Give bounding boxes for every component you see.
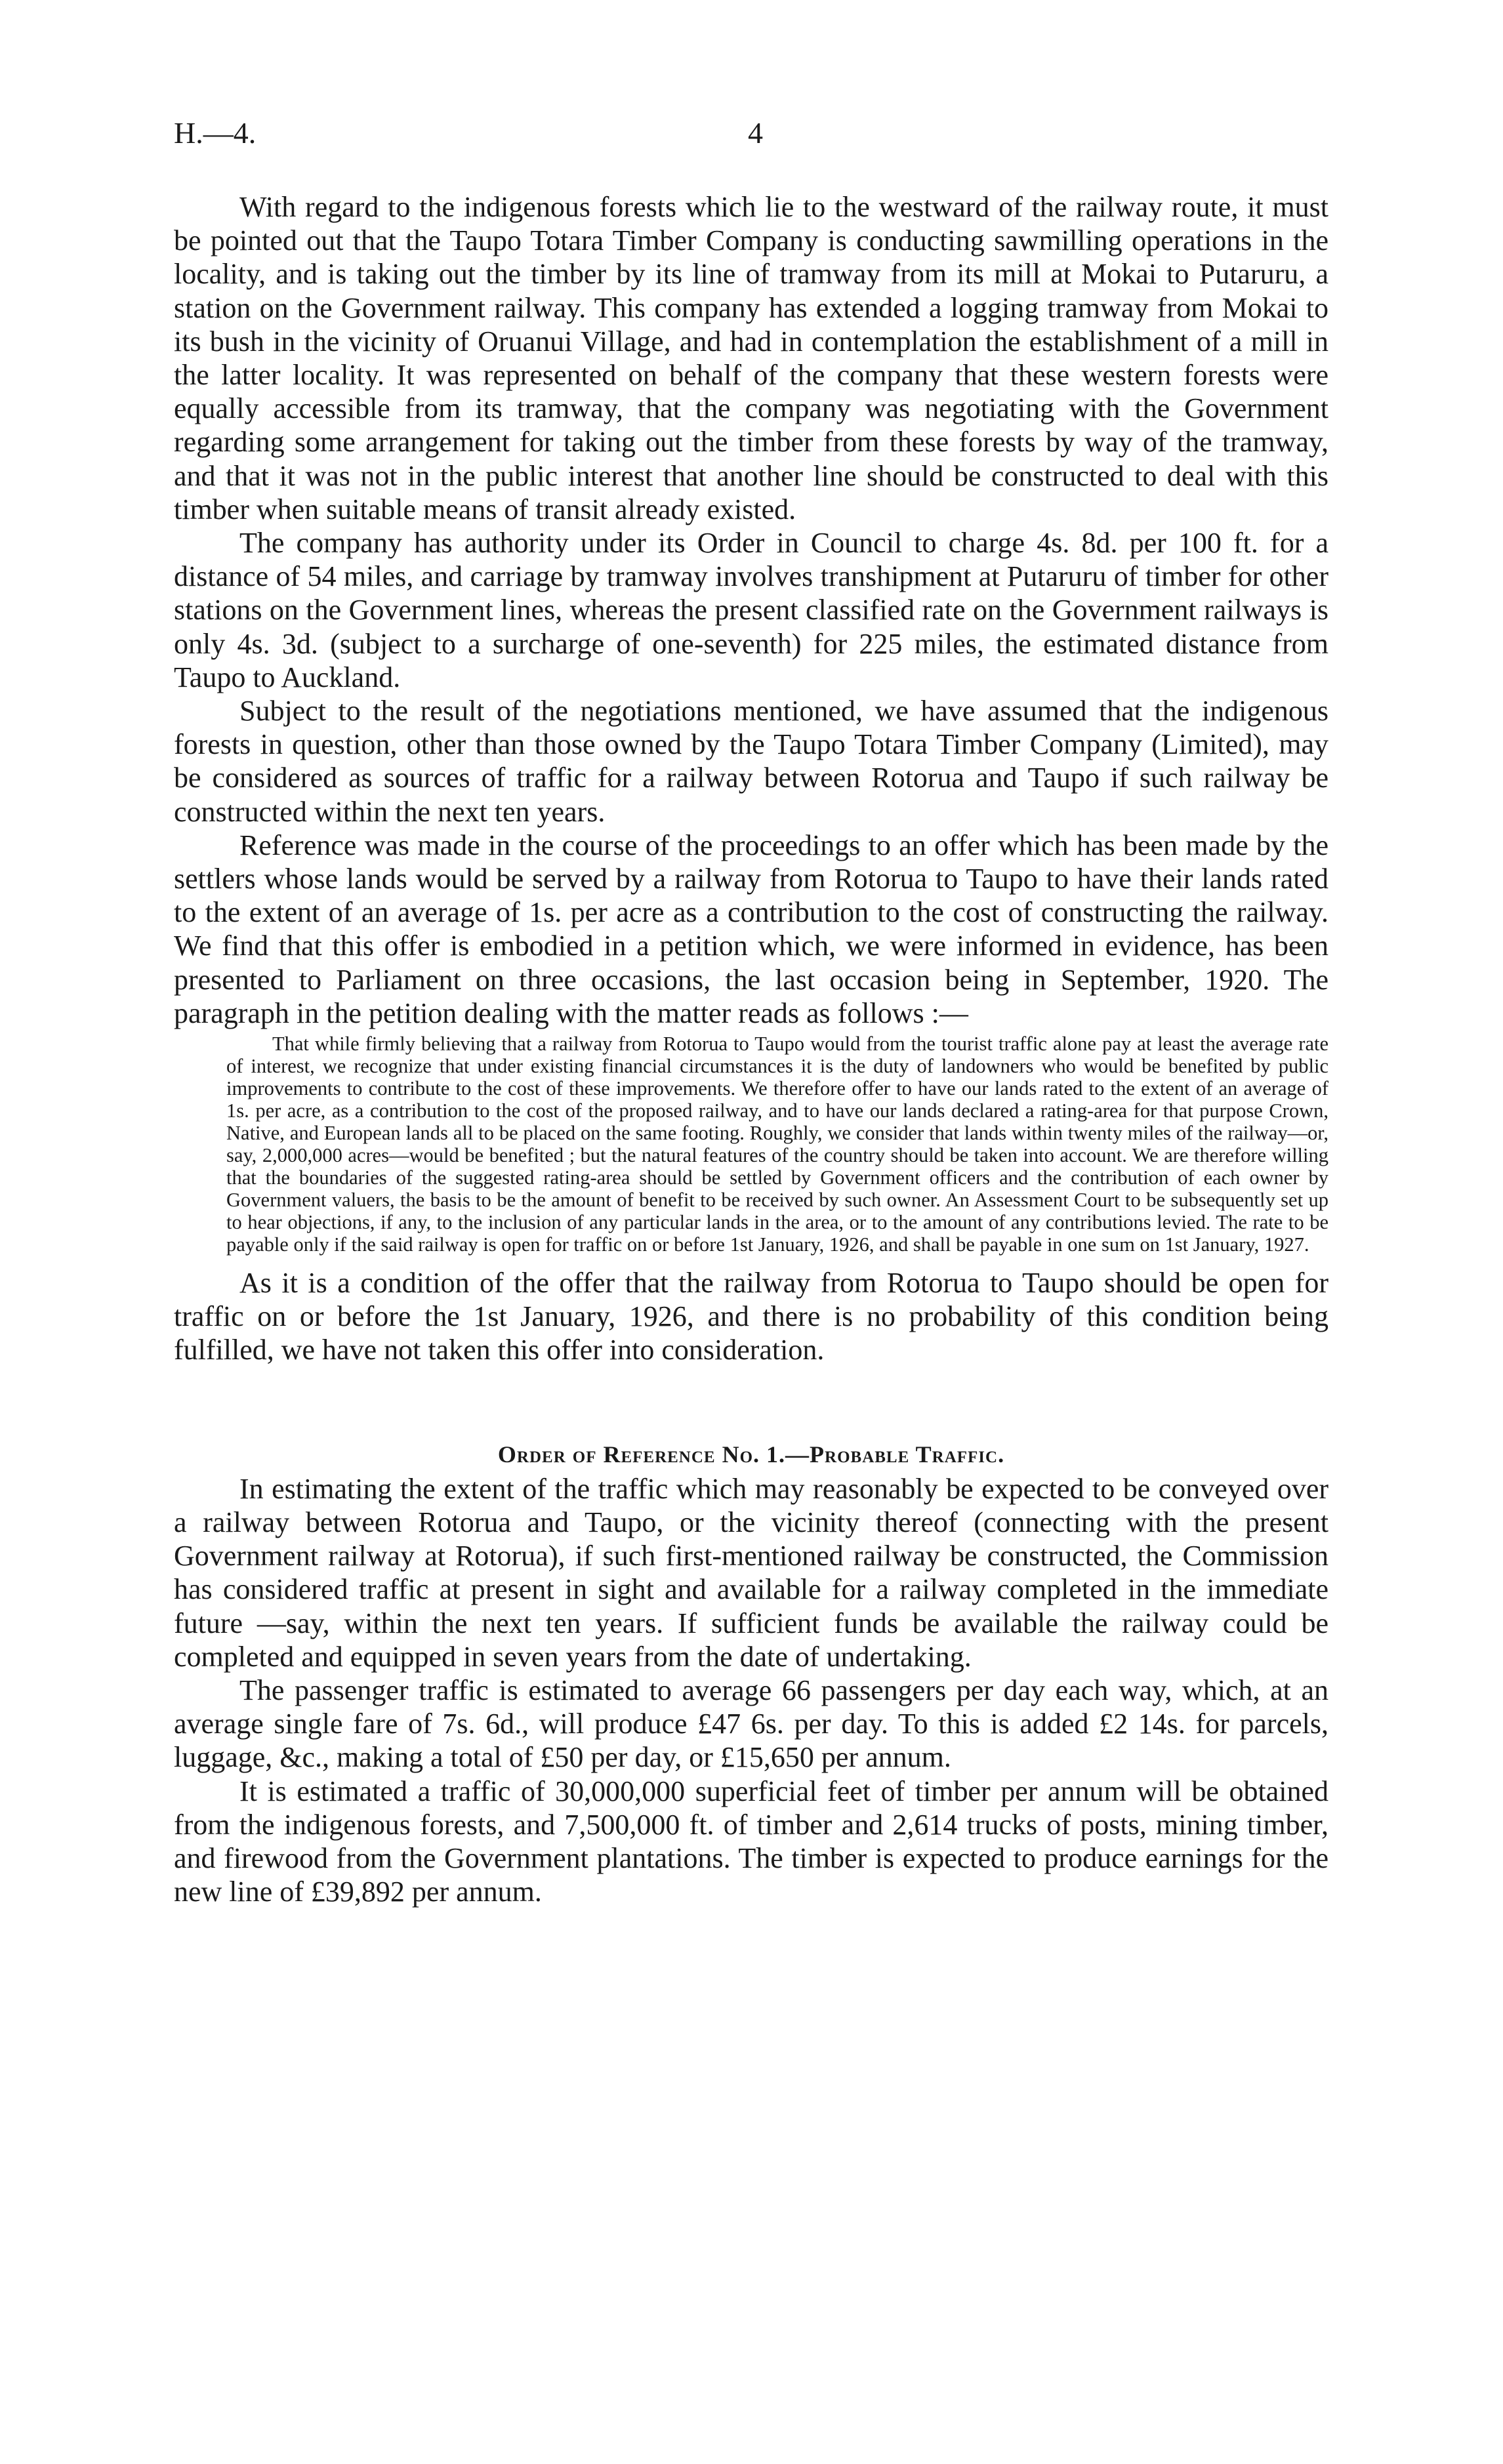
page-number: 4 [748, 116, 763, 150]
paragraph-negotiations: Subject to the result of the negotiations mentioned, we have assumed that the indigenous forests in question, other than those owned by the Taupo Totara Timber Company (Limited), may be considered as sources of traffic for a railway between Rotorua and Taupo if such railway be constructed within the next ten years. [174, 695, 1328, 828]
petition-quote: That while firmly believing that a railway from Rotorua to Taupo would from the tourist traffic alone pay at least the average rate of interest, we recognize that under existing financial circumstances it is the duty of landowners who would be benefited by public improvements to contribute to the cost of these improvements. We therefore offer to have our lands rated to the extent of an average of 1s. per acre, as a contribution to the cost of the proposed railway, and to have our lands declared a rating-area for that purpose Crown, Native, and European lands all to be placed on the same footing. Roughly, we consider that lands within twenty miles of the railway—or, say, 2,000,000 acres—would be benefited ; but the natural features of the country should be taken into account. We are therefore willing that the boundaries of the suggested rating-area should be settled by Government officers and the contribution of each owner by Government valuers, the basis to be the amount of benefit to be received by such owner. An Assessment Court to be subsequently set up to hear objections, if any, to the inclusion of any particular lands in the area, or to the amount of any contributions levied. The rate to be payable only if the said railway is open for traffic on or before 1st January, 1926, and shall be payable in one sum on 1st January, 1927. [226, 1033, 1328, 1256]
paragraph-passenger-traffic: The passenger traffic is estimated to average 66 passengers per day each way, which, at an average single fare of 7s. 6d., will produce £47 6s. per day. To this is added £2 14s. for parcels, luggage, &c., making a total of £50 per day, or £15,650 per annum. [174, 1673, 1328, 1774]
paragraph-western-forests: With regard to the indigenous forests which lie to the westward of the railway route, it must be pointed out that the Taupo Totara Timber Company is conducting sawmilling operations in the locality, and is taking out the timber by its line of tramway from its mill at Mokai to Putaruru, a station on the Government railway. This company has extended a logging tramway from Mokai to its bush in the vicinity of Oruanui Village, and had in contemplation the establishment of a mill in the latter locality. It was represented on behalf of the company that these western forests were equally accessible from its tramway, that the company was negotiating with the Government regarding some arrangement for taking out the timber from these forests by way of the tramway, and that it was not in the public interest that another line should be constructed to deal with this timber when suitable means of transit already existed. [174, 191, 1328, 525]
section-heading: Order of Reference No. 1.—Probable Traffic. [497, 1441, 1005, 1468]
paragraph-traffic-estimate: In estimating the extent of the traffic which may reasonably be expected to be conveyed over a railway between Rotorua and Taupo, or the vicinity thereof (connecting with the present Government railway at Rotorua), if such first-mentioned railway be constructed, the Commission has considered traffic at present in sight and available for a railway completed in the immediate future —say, within the next ten years. If sufficient funds be available the railway could be completed and equipped in seven years from the date of undertaking. [174, 1472, 1328, 1673]
paragraph-offer-condition: As it is a condition of the offer that the railway from Rotorua to Taupo should be open for traffic on or before the 1st January, 1926, and there is no probability of this condition being fulfilled, we have not taken this offer into consideration. [174, 1267, 1328, 1366]
paragraph-company-rates: The company has authority under its Order in Council to charge 4s. 8d. per 100 ft. for a distance of 54 miles, and carriage by tramway involves transhipment at Putaruru of timber for other stations on the Government lines, whereas the present classified rate on the Government railways is only 4s. 3d. (subject to a surcharge of one-seventh) for 225 miles, the estimated distance from Taupo to Auckland. [174, 527, 1328, 693]
paragraph-timber-traffic: It is estimated a traffic of 30,000,000 superficial feet of timber per annum will be obtained from the indigenous forests, and 7,500,000 ft. of timber and 2,614 trucks of posts, mining timber, and firewood from the Government plantations. The timber is expected to produce earnings for the new line of £39,892 per annum. [174, 1775, 1328, 1908]
paragraph-settlers-offer: Reference was made in the course of the proceedings to an offer which has been made by the settlers whose lands would be served by a railway from Rotorua to Taupo to have their lands rated to the extent of an average of 1s. per acre as a contribution to the cost of constructing the railway. We find that this offer is embodied in a petition which, we were informed in evidence, has been presented to Parliament on three occasions, the last occasion being in September, 1920. The paragraph in the petition dealing with the matter reads as follows :— [174, 829, 1328, 1029]
body-text [174, 190, 1328, 1908]
report-code: H.—4. [174, 116, 257, 150]
